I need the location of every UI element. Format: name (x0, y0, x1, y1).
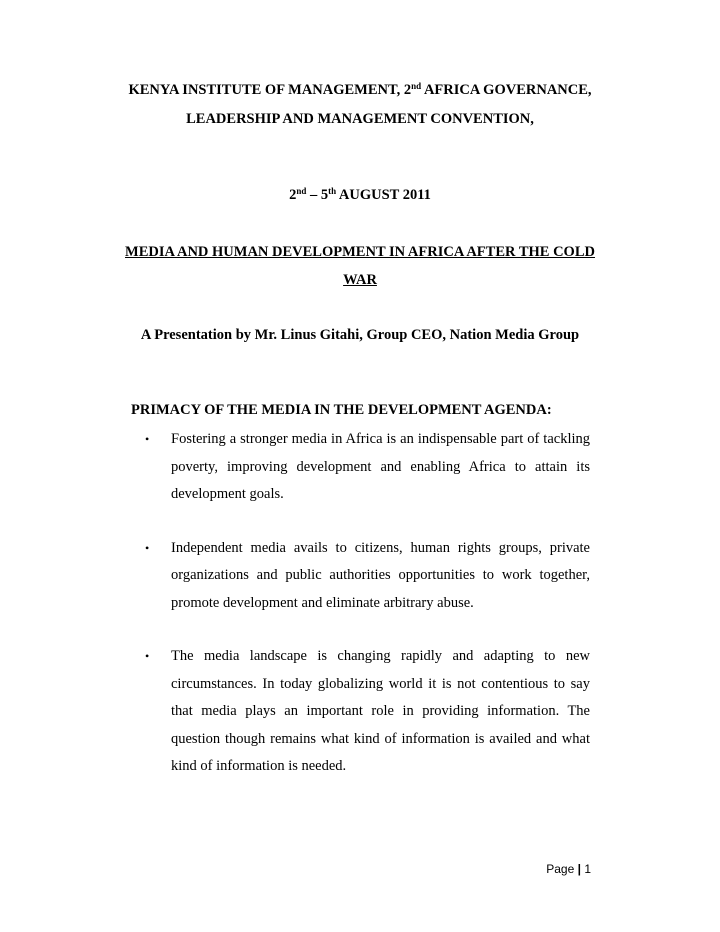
title-part-1: KENYA INSTITUTE OF MANAGEMENT, 2 (128, 82, 412, 98)
date-start-superscript: nd (296, 186, 307, 197)
bullet-text: Fostering a stronger media in Africa is an indispensable part of tackling poverty, improving development and enabling Africa to attain its development goals. (171, 431, 590, 502)
bullet-text: Independent media avails to citizens, human rights groups, private organizations and public authorities opportunities to work together, promote development and eliminate arbitrary abuse. (171, 539, 590, 611)
page-number: 1 (584, 862, 591, 876)
convention-dates (120, 185, 600, 205)
date-start-number: 2 (289, 187, 297, 203)
date-rest: AUGUST 2011 (336, 187, 431, 203)
list-item (131, 535, 590, 618)
bullet-icon: • (145, 432, 150, 446)
bullet-icon: • (145, 540, 150, 555)
title-superscript: nd (411, 81, 422, 92)
page-label: Page (546, 862, 575, 876)
page-separator: | (577, 862, 581, 876)
list-item (131, 643, 590, 781)
bullet-list (131, 426, 590, 781)
title-part-2: AFRICA GOVERNANCE, LEADERSHIP AND MANAGEMENT CONVENTION, (186, 82, 592, 127)
date-dash: – 5 (306, 187, 329, 203)
convention-title (120, 76, 600, 134)
bullet-icon: • (145, 649, 150, 663)
presenter-line: A Presentation by Mr. Linus Gitahi, Group CEO, Nation Media Group (140, 327, 580, 343)
bullet-text: The media landscape is changing rapidly and adapting to new circumstances. In today globalizing world it is not contentious to say that media plays an important role in providing information. The question though remains what kind of information is availed and what kind of information is needed. (171, 648, 590, 774)
section-heading: PRIMACY OF THE MEDIA IN THE DEVELOPMENT AGENDA: (131, 402, 552, 418)
page-footer (546, 861, 591, 877)
date-end-superscript: th (328, 186, 337, 197)
list-item (131, 426, 590, 509)
presentation-topic: MEDIA AND HUMAN DEVELOPMENT IN AFRICA AFTER THE COLD WAR (125, 244, 595, 288)
